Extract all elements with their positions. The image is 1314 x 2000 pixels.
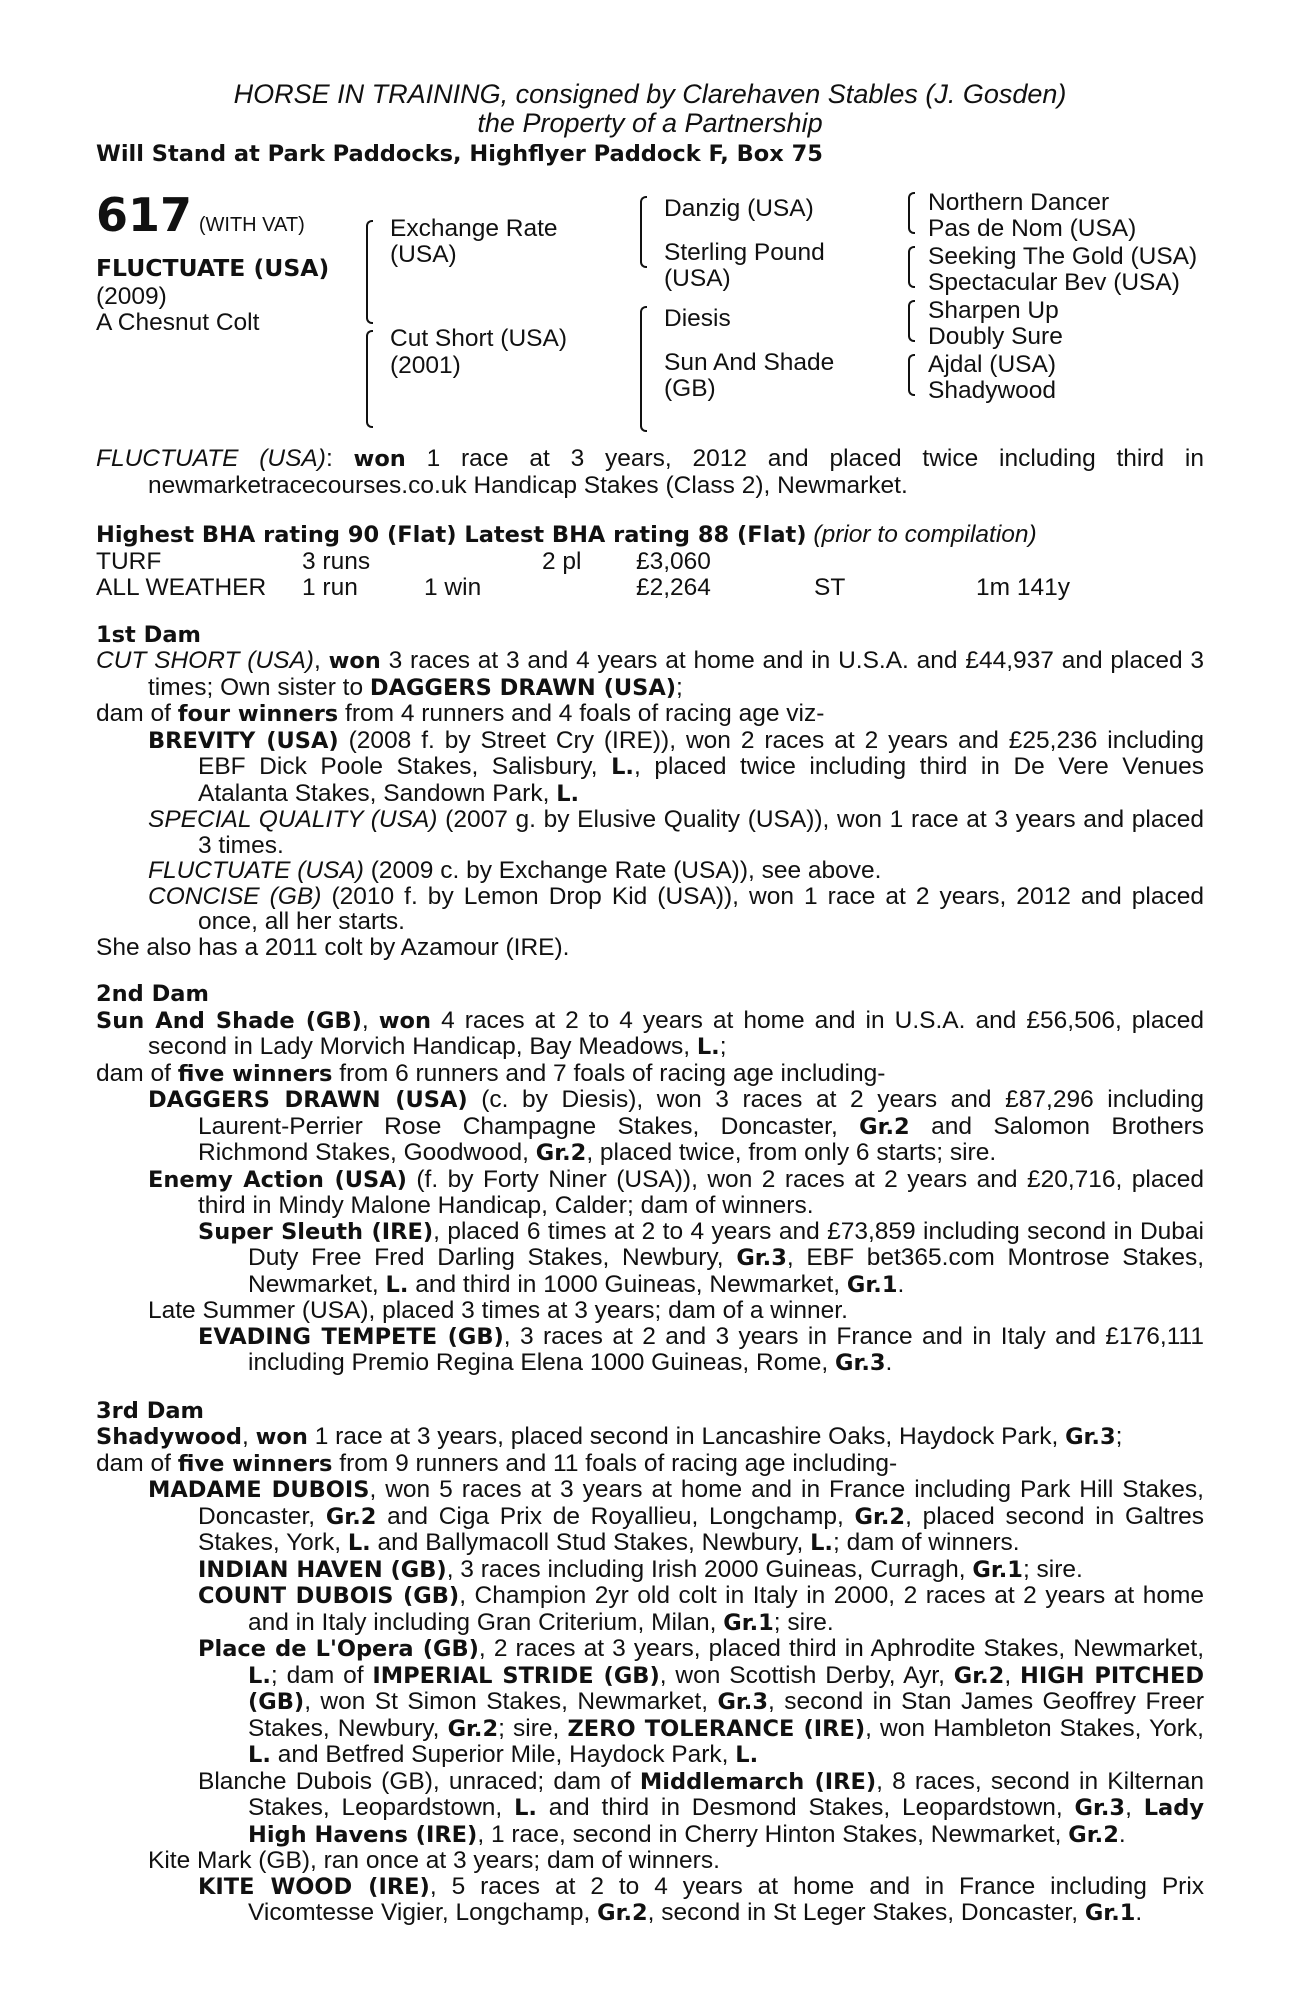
header-location: Will Stand at Park Paddocks, Highflyer Paddock F, Box 75	[96, 141, 823, 167]
sss-bracket	[908, 192, 915, 234]
rating-block	[96, 522, 1204, 601]
gg-8: Shadywood	[928, 377, 1057, 404]
produce-entry: COUNT DUBOIS (GB), Champion 2yr old colt in Italy in 2000, 2 races at 2 years at home and in Italy including Gran Criterium, Milan, Gr.1; sire.	[198, 1582, 1204, 1636]
gg-1: Northern Dancer	[928, 189, 1110, 216]
race-summary: FLUCTUATE (USA): won 1 race at 3 years, 2012 and placed twice including third in newmarketracecourses.co.uk Handicap Stakes (Class 2), Newmarket.	[96, 445, 1204, 499]
produce-entry: Place de L'Opera (GB), 2 races at 3 years, placed third in Aphrodite Stakes, Newmarket, L.; dam of IMPERIAL STRIDE (GB), won Scottish Derby, Ayr, Gr.2, HIGH PITCHED (GB), won St Simon Stakes, Newmarket, Gr.3, second in Stan James Geoffrey Freer Stakes, Newbury, Gr.2; sire, ZERO TOLERANCE (IRE), won Hambleton Stakes, York, L. and Betfred Superior Mile, Haydock Park, L.	[198, 1635, 1205, 1768]
dam-dam-name: Sun And Shade	[664, 349, 835, 376]
produce-entry: FLUCTUATE (USA) (2009 c. by Exchange Rate (USA)), see above.	[148, 857, 882, 884]
gg-4: Spectacular Bev (USA)	[928, 269, 1180, 296]
horse-year: (2009)	[96, 283, 167, 310]
dam-record: Shadywood, won 1 race at 3 years, placed second in Lancashire Oaks, Haydock Park, Gr.3;	[96, 1423, 1123, 1450]
section-heading: 1st Dam	[96, 621, 201, 648]
produce-entry: Enemy Action (USA) (f. by Forty Niner (USA)), won 2 races at 2 years and £20,716, placed third in Mindy Malone Handicap, Calder; dam of winners.	[148, 1165, 1204, 1219]
dam-dam-origin: (GB)	[664, 375, 716, 402]
produce-entry: CONCISE (GB) (2010 f. by Lemon Drop Kid (USA)), won 1 race at 2 years, 2012 and placed once, all her starts.	[148, 882, 1204, 935]
sire-sire: Danzig (USA)	[664, 195, 814, 222]
all-weather-row: ALL WEATHER 1 run 1 win £2,264 ST 1m 141y	[96, 573, 1070, 601]
sire-name: Exchange Rate	[390, 215, 558, 242]
gg-5: Sharpen Up	[928, 297, 1059, 324]
section-heading: 2nd Dam	[96, 981, 209, 1007]
dam-produce-summary: dam of five winners from 9 runners and 11 foals of racing age including-	[96, 1449, 898, 1477]
sire-bracket	[366, 220, 373, 324]
dam-produce-summary: dam of five winners from 6 runners and 7 foals of racing age including-	[96, 1059, 886, 1087]
gg-6: Doubly Sure	[928, 323, 1063, 350]
produce-entry: Blanche Dubois (GB), unraced; dam of Middlemarch (IRE), 8 races, second in Kilternan Stakes, Leopardstown, L. and third in Desmond Stakes, Leopardstown, Gr.3, Lady High Havens (IRE), 1 race, second in Cherry Hinton Stakes, Newmarket, Gr.2.	[198, 1767, 1204, 1848]
dam-name: Cut Short (USA)	[390, 325, 567, 352]
produce-entry: Kite Mark (GB), ran once at 3 years; dam of winners.	[148, 1847, 720, 1874]
pedigree-table	[96, 190, 1204, 428]
produce-entry: Late Summer (USA), placed 3 times at 3 years; dam of a winner.	[148, 1297, 848, 1324]
catalogue-page	[96, 80, 1204, 1927]
section-heading: 3rd Dam	[96, 1397, 204, 1424]
header-consignor: HORSE IN TRAINING, consigned by Clarehaven Stables (J. Gosden)	[233, 79, 1067, 109]
produce-entry: EVADING TEMPETE (GB), 3 races at 2 and 3 years in France and in Italy and £176,111 including Premio Regina Elena 1000 Guineas, Rome, Gr.3.	[198, 1322, 1204, 1376]
horse-name: FLUCTUATE (USA)	[96, 254, 330, 282]
dam-bracket	[366, 330, 373, 428]
dam-year: (2001)	[390, 352, 461, 379]
vat-label: (WITH VAT)	[198, 214, 305, 236]
sds-bracket	[908, 246, 915, 288]
dam-sire: Diesis	[664, 305, 731, 332]
sire-dam-name: Sterling Pound	[664, 239, 825, 266]
dds-bracket	[908, 354, 915, 396]
header-property: the Property of a Partnership	[477, 108, 823, 138]
produce-entry: Super Sleuth (IRE), placed 6 times at 2 to 4 years and £73,859 including second in Dubai Duty Free Fred Darling Stakes, Newbury, Gr.3, EBF bet365.com Montrose Stakes, Newmarket, L. and third in 1000 Guineas, Newmarket, Gr.1.	[198, 1217, 1205, 1298]
ss-bracket	[640, 196, 647, 268]
second-dam-section	[96, 982, 1204, 1377]
gg-3: Seeking The Gold (USA)	[928, 243, 1198, 270]
rating-line: Highest BHA rating 90 (Flat) Latest BHA rating 88 (Flat) (prior to compilation)	[96, 521, 1037, 548]
produce-entry: DAGGERS DRAWN (USA) (c. by Diesis), won 3 races at 2 years and £87,296 including Laurent-Perrier Rose Champagne Stakes, Doncaster, Gr.2 and Salomon Brothers Richmond Stakes, Goodwood, Gr.2, placed twice, from only 6 starts; sire.	[148, 1086, 1204, 1166]
gg-7: Ajdal (USA)	[928, 351, 1056, 378]
produce-entry: SPECIAL QUALITY (USA) (2007 g. by Elusive Quality (USA)), won 1 race at 3 years and placed 3 times.	[148, 806, 1204, 859]
produce-entry: INDIAN HAVEN (GB), 3 races including Irish 2000 Guineas, Curragh, Gr.1; sire.	[198, 1555, 1083, 1583]
third-dam-section	[96, 1399, 1204, 1927]
turf-row: TURF 3 runs 2 pl £3,060	[96, 547, 711, 575]
sire-dam-origin: (USA)	[664, 265, 731, 292]
ds-bracket	[640, 306, 647, 432]
dam-record: Sun And Shade (GB), won 4 races at 2 to 4 years at home and in U.S.A. and £56,506, placed second in Lady Morvich Handicap, Bay Meadows, L.;	[96, 1006, 1204, 1060]
lot-number: 617	[96, 188, 193, 242]
dam-record: CUT SHORT (USA), won 3 races at 3 and 4 years at home and in U.S.A. and £44,937 and placed 3 times; Own sister to DAGGERS DRAWN (USA);	[96, 647, 1204, 701]
first-dam-section	[96, 623, 1204, 961]
dam-produce-summary: dam of four winners from 4 runners and 4 foals of racing age viz-	[96, 700, 825, 727]
dss-bracket	[908, 300, 915, 342]
produce-note: She also has a 2011 colt by Azamour (IRE).	[96, 933, 570, 961]
produce-entry: KITE WOOD (IRE), 5 races at 2 to 4 years at home and in France including Prix Vicomtesse Vigier, Longchamp, Gr.2, second in St Leger Stakes, Doncaster, Gr.1.	[198, 1872, 1205, 1926]
lot-heading	[96, 190, 305, 240]
produce-entry: BREVITY (USA) (2008 f. by Street Cry (IRE)), won 2 races at 2 years and £25,236 including EBF Dick Poole Stakes, Salisbury, L., placed twice including third in De Vere Venues Atalanta Stakes, Sandown Park, L.	[148, 726, 1204, 807]
gg-2: Pas de Nom (USA)	[928, 215, 1137, 242]
produce-entry: MADAME DUBOIS, won 5 races at 3 years at home and in France including Park Hill Stakes, Doncaster, Gr.2 and Ciga Prix de Royallieu, Longchamp, Gr.2, placed second in Galtres Stakes, York, L. and Ballymacoll Stud Stakes, Newbury, L.; dam of winners.	[148, 1476, 1204, 1556]
horse-description: A Chesnut Colt	[96, 309, 260, 336]
sire-origin: (USA)	[390, 241, 457, 268]
